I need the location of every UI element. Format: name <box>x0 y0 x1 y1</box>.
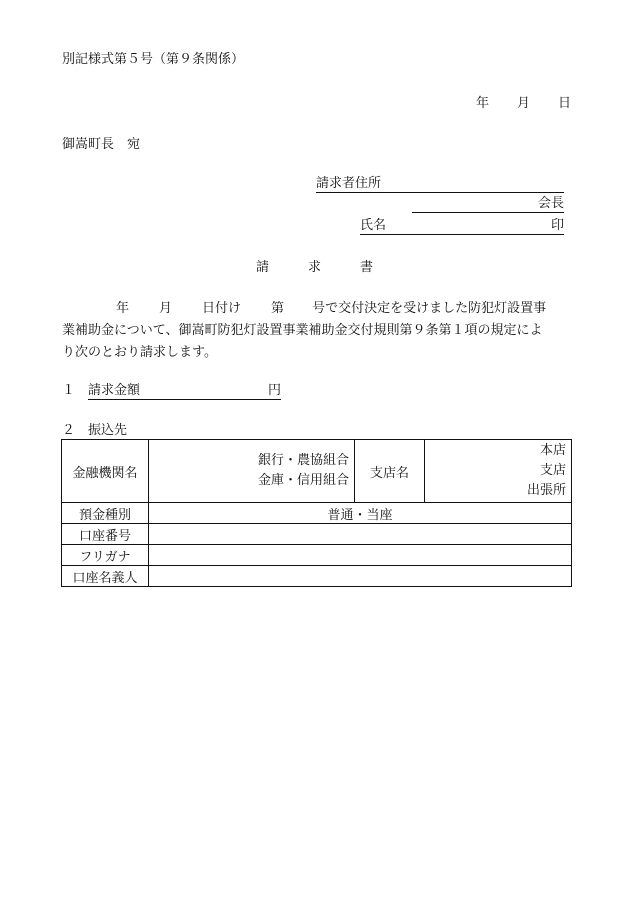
body-line1-rest: 号で交付決定を受けました防犯灯設置事 <box>312 301 547 316</box>
branch-type-main: 本店 <box>539 443 566 458</box>
branch-label: 支店名 <box>355 440 425 503</box>
branch-type-office: 出張所 <box>526 483 566 498</box>
item2-number: ２ <box>62 423 76 438</box>
bank-institution-row <box>62 440 572 503</box>
form-reference: 別記様式第５号（第９条関係） <box>62 52 245 67</box>
institution-type-bank: 銀行・農協組合 <box>257 453 349 468</box>
body-year: 年 <box>116 301 130 316</box>
transfer-destination-label: 振込先 <box>88 423 128 438</box>
institution-cell[interactable] <box>149 440 355 503</box>
document-title: 請 求 書 <box>256 260 374 275</box>
bank-info-table <box>61 439 572 587</box>
branch-type-branch: 支店 <box>539 463 566 478</box>
furigana-field[interactable] <box>149 545 572 566</box>
requester-chair-label: 会長 <box>537 196 564 211</box>
date-month: 月 <box>517 96 531 111</box>
deposit-type-label: 預金種別 <box>62 503 149 524</box>
institution-type-shinkin: 金庫・信用組合 <box>257 473 349 488</box>
account-number-label: 口座番号 <box>62 524 149 545</box>
claim-amount-unit: 円 <box>267 383 281 398</box>
addressee: 御嵩町長 宛 <box>62 137 141 152</box>
furigana-row <box>62 545 572 566</box>
claim-amount-line <box>88 383 281 400</box>
account-number-row <box>62 524 572 545</box>
requester-name-line <box>360 218 564 235</box>
body-day: 日付け <box>202 301 242 316</box>
requester-seal-label: 印 <box>550 218 564 233</box>
account-holder-field[interactable] <box>149 566 572 587</box>
branch-cell[interactable] <box>425 440 572 503</box>
account-number-field[interactable] <box>149 524 572 545</box>
claim-amount-label: 請求金額 <box>88 383 141 398</box>
institution-label: 金融機関名 <box>62 440 149 503</box>
body-number-prefix: 第 <box>271 301 285 316</box>
requester-name-label: 氏名 <box>360 218 387 233</box>
requester-address-label: 請求者住所 <box>316 176 382 191</box>
body-line3: り次のとおり請求します。 <box>62 345 217 360</box>
furigana-label: フリガナ <box>62 545 149 566</box>
body-line2: 業補助金について、御嵩町防犯灯設置事業補助金交付規則第９条第１項の規定によ <box>62 323 543 338</box>
requester-chair-line <box>412 196 564 213</box>
deposit-type-value[interactable]: 普通・当座 <box>149 503 572 524</box>
body-paragraph <box>62 298 574 364</box>
requester-address-line <box>316 176 564 193</box>
item1-number: １ <box>62 383 76 398</box>
body-month: 月 <box>159 301 173 316</box>
date-line <box>476 96 571 112</box>
deposit-type-row <box>62 503 572 524</box>
date-year: 年 <box>476 96 490 111</box>
account-holder-row <box>62 566 572 587</box>
date-day: 日 <box>558 96 572 111</box>
account-holder-label: 口座名義人 <box>62 566 149 587</box>
